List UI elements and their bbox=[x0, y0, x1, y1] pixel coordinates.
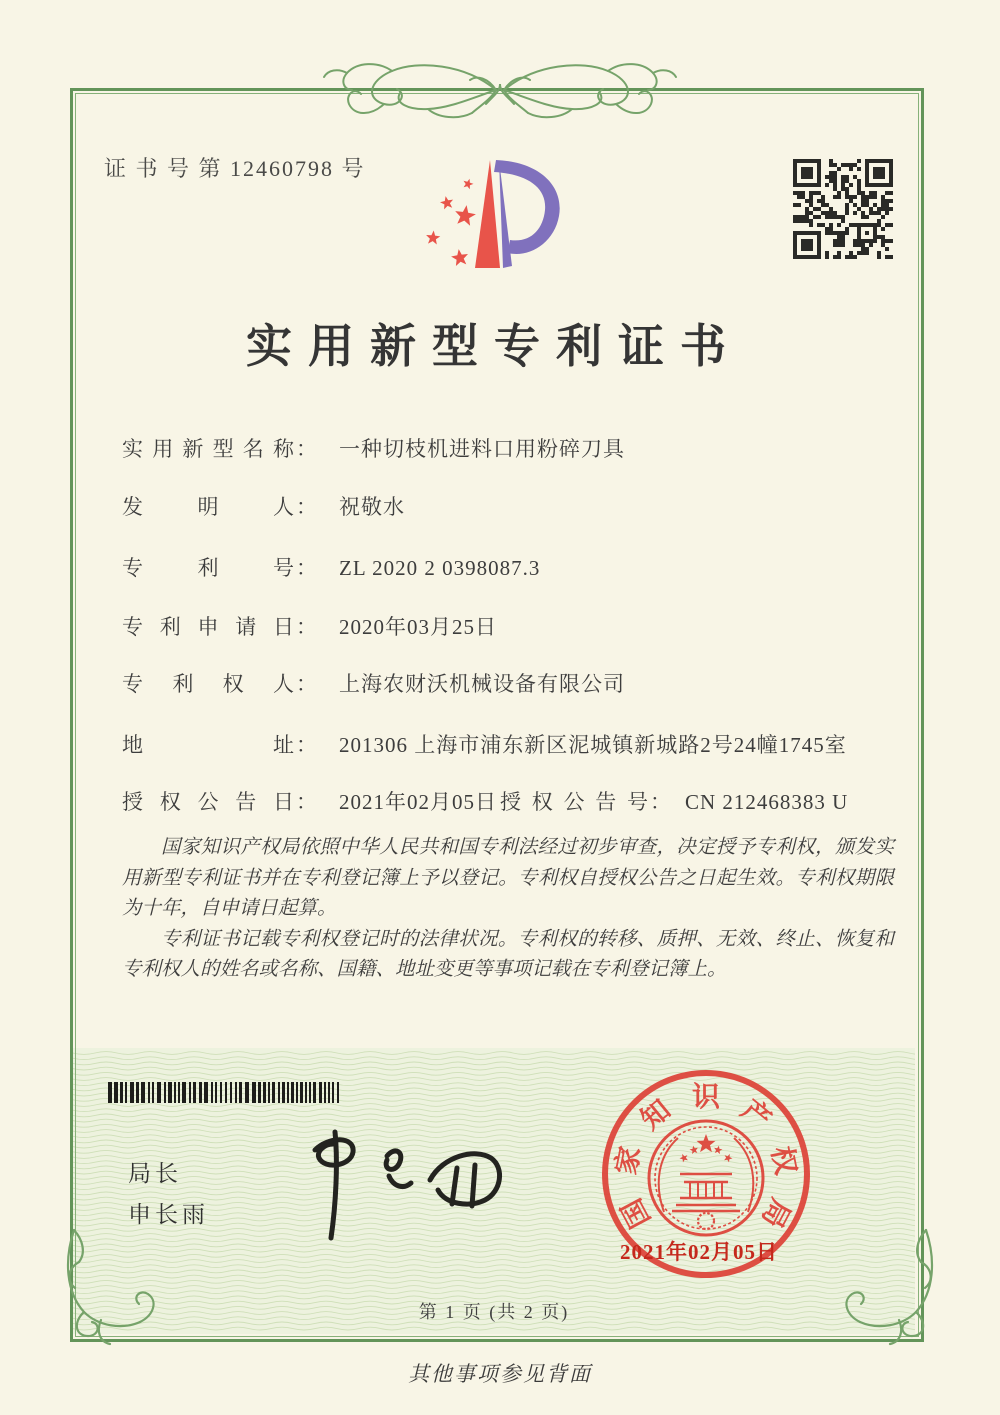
top-dragon-flourish-ornament bbox=[300, 42, 700, 138]
svg-text:知: 知 bbox=[635, 1094, 677, 1137]
field-label: 授权公告日 bbox=[122, 790, 294, 814]
svg-text:局: 局 bbox=[755, 1193, 796, 1233]
field-row-inventor bbox=[122, 491, 902, 521]
barcode bbox=[108, 1082, 344, 1103]
field-value: 一种切枝机进料口用粉碎刀具 bbox=[339, 437, 625, 461]
field-colon: ： bbox=[296, 790, 317, 814]
field-value: 201306 上海市浦东新区泥城镇新城路2号24幢1745室 bbox=[339, 733, 847, 757]
field-row-application-date bbox=[122, 611, 902, 641]
certificate-number: 证 书 号 第 12460798 号 bbox=[104, 156, 366, 181]
field-colon: ： bbox=[296, 672, 317, 696]
field-row-grant bbox=[122, 786, 902, 816]
field-row-patent-number bbox=[122, 552, 902, 582]
field-row-address bbox=[122, 729, 902, 759]
bottom-left-scroll-ornament bbox=[56, 1226, 186, 1356]
cnipa-logo-icon bbox=[420, 148, 570, 280]
qr-code bbox=[790, 156, 896, 262]
field-label: 专利权人 bbox=[122, 672, 294, 696]
legal-paragraph-2: 专利证书记载专利权登记时的法律状况。专利权的转移、质押、无效、终止、恢复和专利权人的姓名或名称、国籍、地址变更等事项记载在专利登记簿上。 bbox=[122, 928, 894, 980]
director-title-label: 局长 bbox=[128, 1160, 182, 1186]
field-value: 2020年03月25日 bbox=[339, 615, 497, 639]
svg-text:产: 产 bbox=[735, 1094, 777, 1137]
director-signature-icon bbox=[275, 1128, 515, 1246]
field-label: 实用新型名称 bbox=[122, 437, 294, 461]
certificate-title: 实用新型专利证书 bbox=[246, 321, 742, 372]
field-colon: ： bbox=[296, 556, 317, 580]
svg-text:识: 识 bbox=[691, 1082, 721, 1113]
field-value: CN 212468383 U bbox=[685, 790, 849, 814]
field-label: 专利号 bbox=[122, 556, 294, 580]
field-value: ZL 2020 2 0398087.3 bbox=[339, 556, 541, 580]
field-colon: ： bbox=[296, 615, 317, 639]
svg-text:国: 国 bbox=[616, 1193, 657, 1233]
field-colon: ： bbox=[650, 790, 671, 814]
field-colon: ： bbox=[296, 733, 317, 757]
field-row-utility-model-name bbox=[122, 433, 902, 463]
seal-date: 2021年02月05日 bbox=[620, 1240, 778, 1264]
grant-number-pair bbox=[500, 786, 848, 816]
field-colon: ： bbox=[296, 495, 317, 519]
legal-text-block bbox=[122, 833, 894, 986]
page-indicator: 第 1 页 (共 2 页) bbox=[418, 1302, 570, 1322]
back-note: 其他事项参见背面 bbox=[408, 1362, 592, 1386]
field-label: 发明人 bbox=[122, 495, 294, 519]
bottom-right-scroll-ornament bbox=[814, 1226, 944, 1356]
field-row-patentee bbox=[122, 668, 902, 698]
field-label: 专利申请日 bbox=[122, 615, 294, 639]
field-label: 地址 bbox=[122, 733, 294, 757]
svg-text:权: 权 bbox=[765, 1143, 801, 1178]
field-value: 祝敬水 bbox=[339, 495, 405, 519]
field-value: 2021年02月05日 bbox=[339, 790, 497, 814]
field-label: 授权公告号 bbox=[500, 790, 648, 814]
svg-text:家: 家 bbox=[611, 1143, 647, 1178]
field-colon: ： bbox=[296, 437, 317, 461]
field-value: 上海农财沃机械设备有限公司 bbox=[339, 672, 625, 696]
legal-paragraph-1: 国家知识产权局依照中华人民共和国专利法经过初步审查，决定授予专利权，颁发实用新型专利证书并在专利登记簿上予以登记。专利权自授权公告之日起生效。专利权期限为十年，自申请日起算。 bbox=[122, 837, 894, 919]
director-name-label: 申长雨 bbox=[128, 1201, 209, 1227]
